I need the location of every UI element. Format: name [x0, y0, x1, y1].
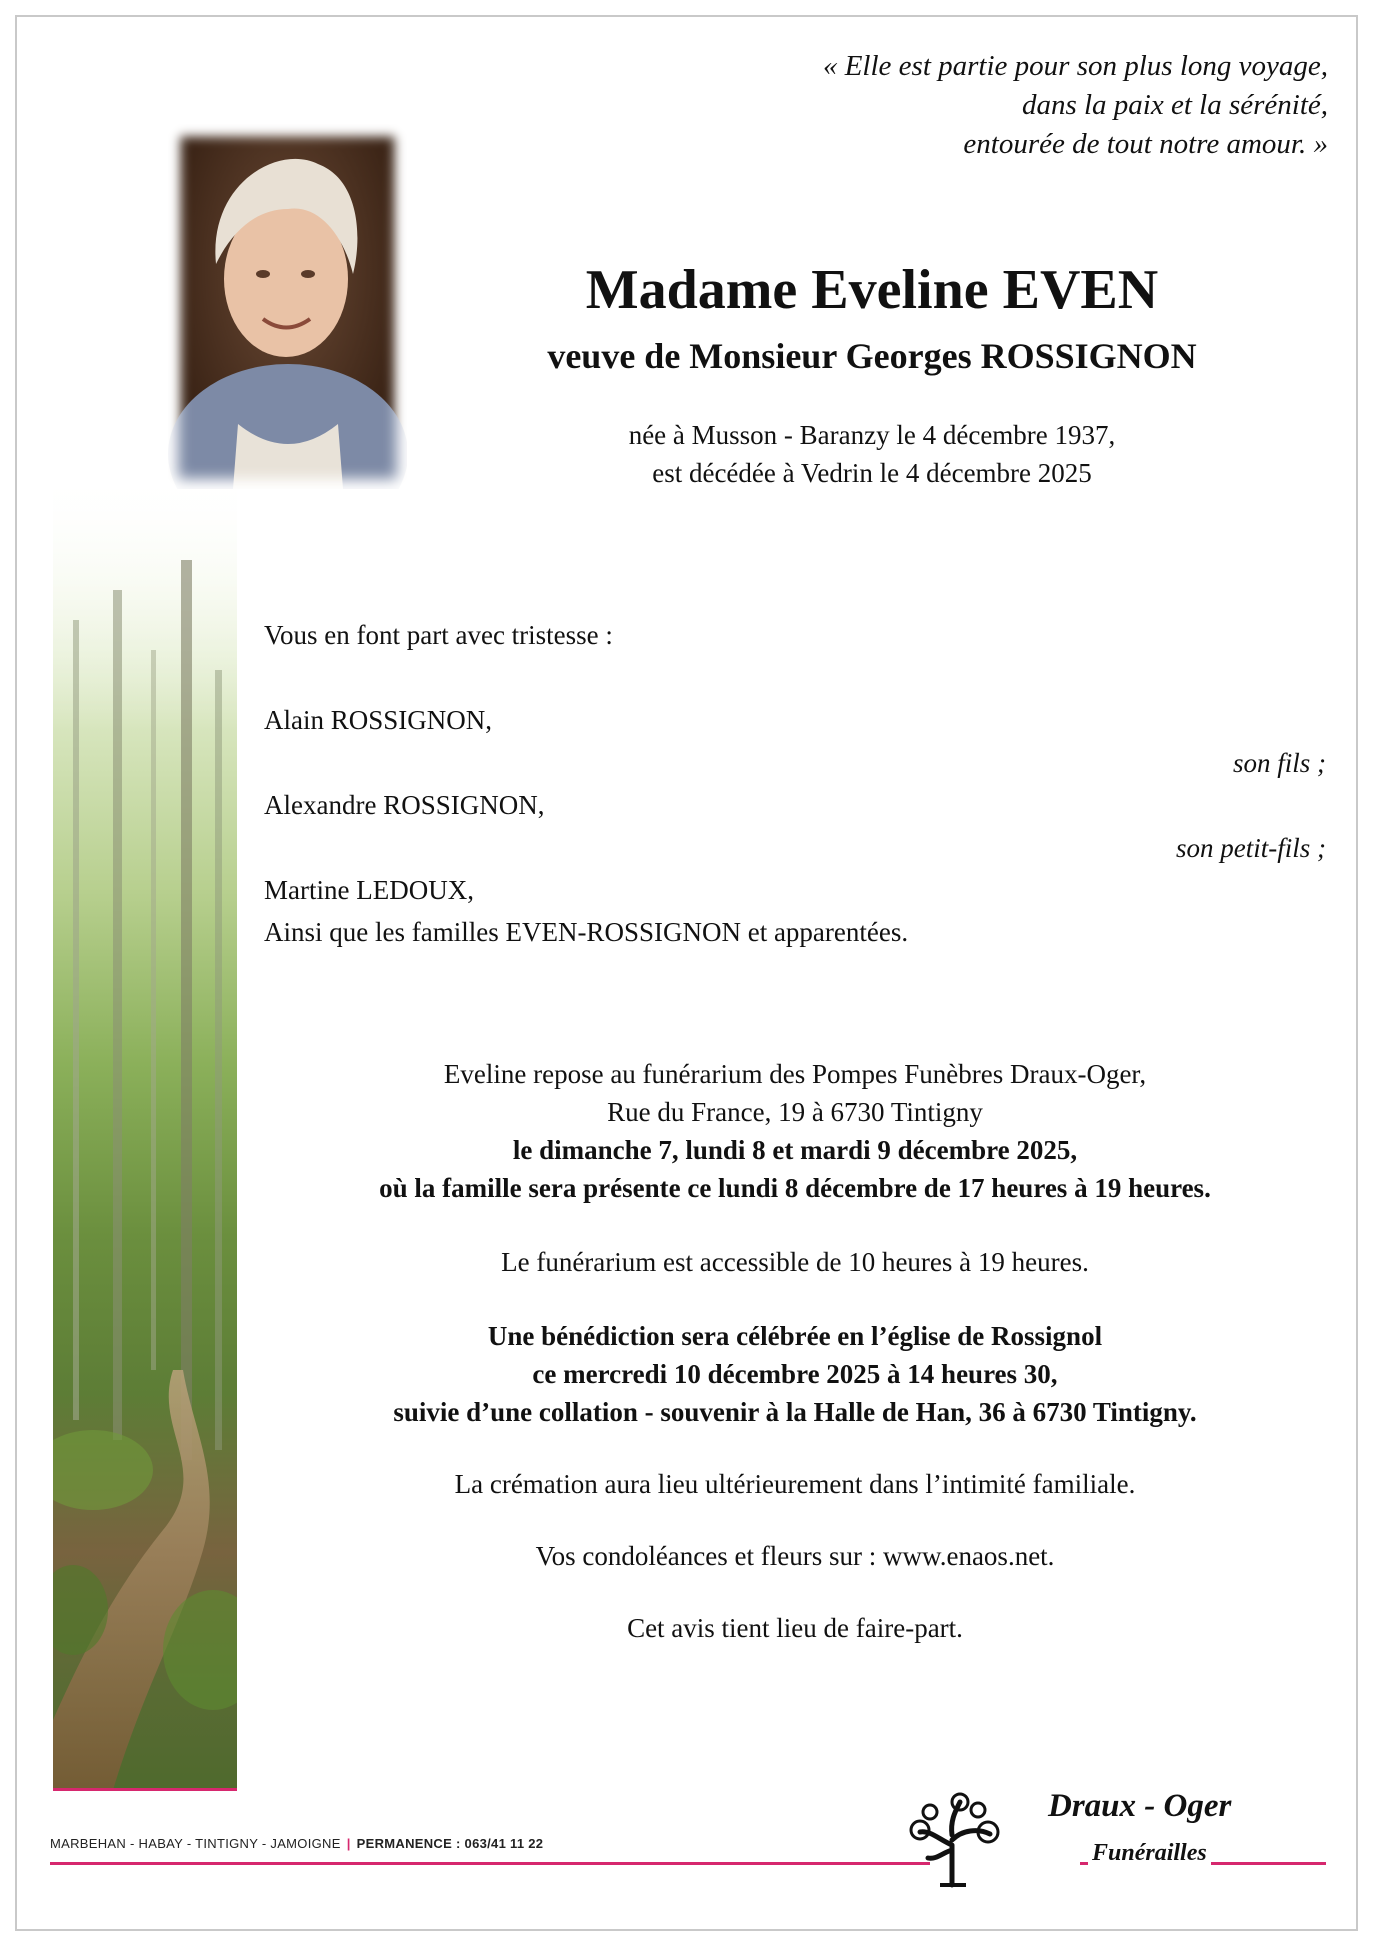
quote-line-1: « Elle est partie pour son plus long voyage,	[822, 50, 1328, 82]
condolences-line: Vos condoléances et fleurs sur : www.enaos.net.	[535, 1541, 1055, 1571]
family-member-name: Martine LEDOUX,	[264, 875, 474, 905]
notice-line: Cet avis tient lieu de faire-part.	[627, 1613, 963, 1643]
cremation-note: La crémation aura lieu ultérieurement dans l’intimité familiale.	[454, 1469, 1136, 1499]
tree-logo-icon	[900, 1790, 1010, 1895]
ceremony-line-3: suivie d’une collation - souvenir à la Halle de Han, 36 à 6730 Tintigny.	[393, 1397, 1197, 1427]
quote-line-3: entourée de tout notre amour. »	[963, 128, 1328, 160]
death-line: est décédée à Vedrin le 4 décembre 2025	[652, 458, 1092, 488]
birth-line: née à Musson - Baranzy le 4 décembre 1937,	[628, 420, 1116, 450]
company-logo-subtitle: Funérailles	[1088, 1840, 1211, 1867]
funeral-information	[264, 1055, 1326, 1647]
quote-line-2: dans la paix et la sérénité,	[1021, 89, 1328, 121]
rest-line-3: le dimanche 7, lundi 8 et mardi 9 décembre 2025,	[512, 1135, 1078, 1165]
family-member-name: Alexandre ROSSIGNON,	[264, 790, 545, 820]
ceremony-line-2: ce mercredi 10 décembre 2025 à 14 heures 30,	[532, 1359, 1058, 1389]
footer-separator: |	[346, 1836, 351, 1851]
company-logo-name: Draux - Oger	[1048, 1788, 1232, 1824]
rest-line-4: où la famille sera présente ce lundi 8 décembre de 17 heures à 19 heures.	[379, 1173, 1211, 1203]
access-hours: Le funérarium est accessible de 10 heures à 19 heures.	[501, 1247, 1089, 1277]
family-member-relation: son petit-fils ;	[1176, 833, 1326, 863]
family-closing: Ainsi que les familles EVEN-ROSSIGNON et apparentées.	[264, 917, 909, 947]
rest-line-2: Rue du France, 19 à 6730 Tintigny	[607, 1097, 983, 1127]
deceased-name: Madame Eveline EVEN	[585, 259, 1159, 321]
family-intro: Vous en font part avec tristesse :	[264, 620, 613, 650]
footer-locations-bar	[50, 1836, 543, 1851]
footer-accent-line	[50, 1862, 930, 1865]
family-member-name: Alain ROSSIGNON,	[264, 705, 493, 735]
life-dates	[372, 416, 1372, 492]
forest-path-image	[53, 470, 237, 1790]
epigraph-quote	[628, 47, 1328, 164]
spouse-line: veuve de Monsieur Georges ROSSIGNON	[547, 336, 1197, 376]
footer-locations: MARBEHAN - HABAY - TINTIGNY - JAMOIGNE	[50, 1836, 341, 1851]
forest-accent-line	[53, 1788, 237, 1791]
rest-line-1: Eveline repose au funérarium des Pompes Funèbres Draux-Oger,	[443, 1059, 1147, 1089]
footer-permanence: PERMANENCE : 063/41 11 22	[356, 1836, 544, 1851]
ceremony-line-1: Une bénédiction sera célébrée en l’église de Rossignol	[487, 1321, 1103, 1351]
family-member-relation: son fils ;	[1232, 748, 1326, 778]
